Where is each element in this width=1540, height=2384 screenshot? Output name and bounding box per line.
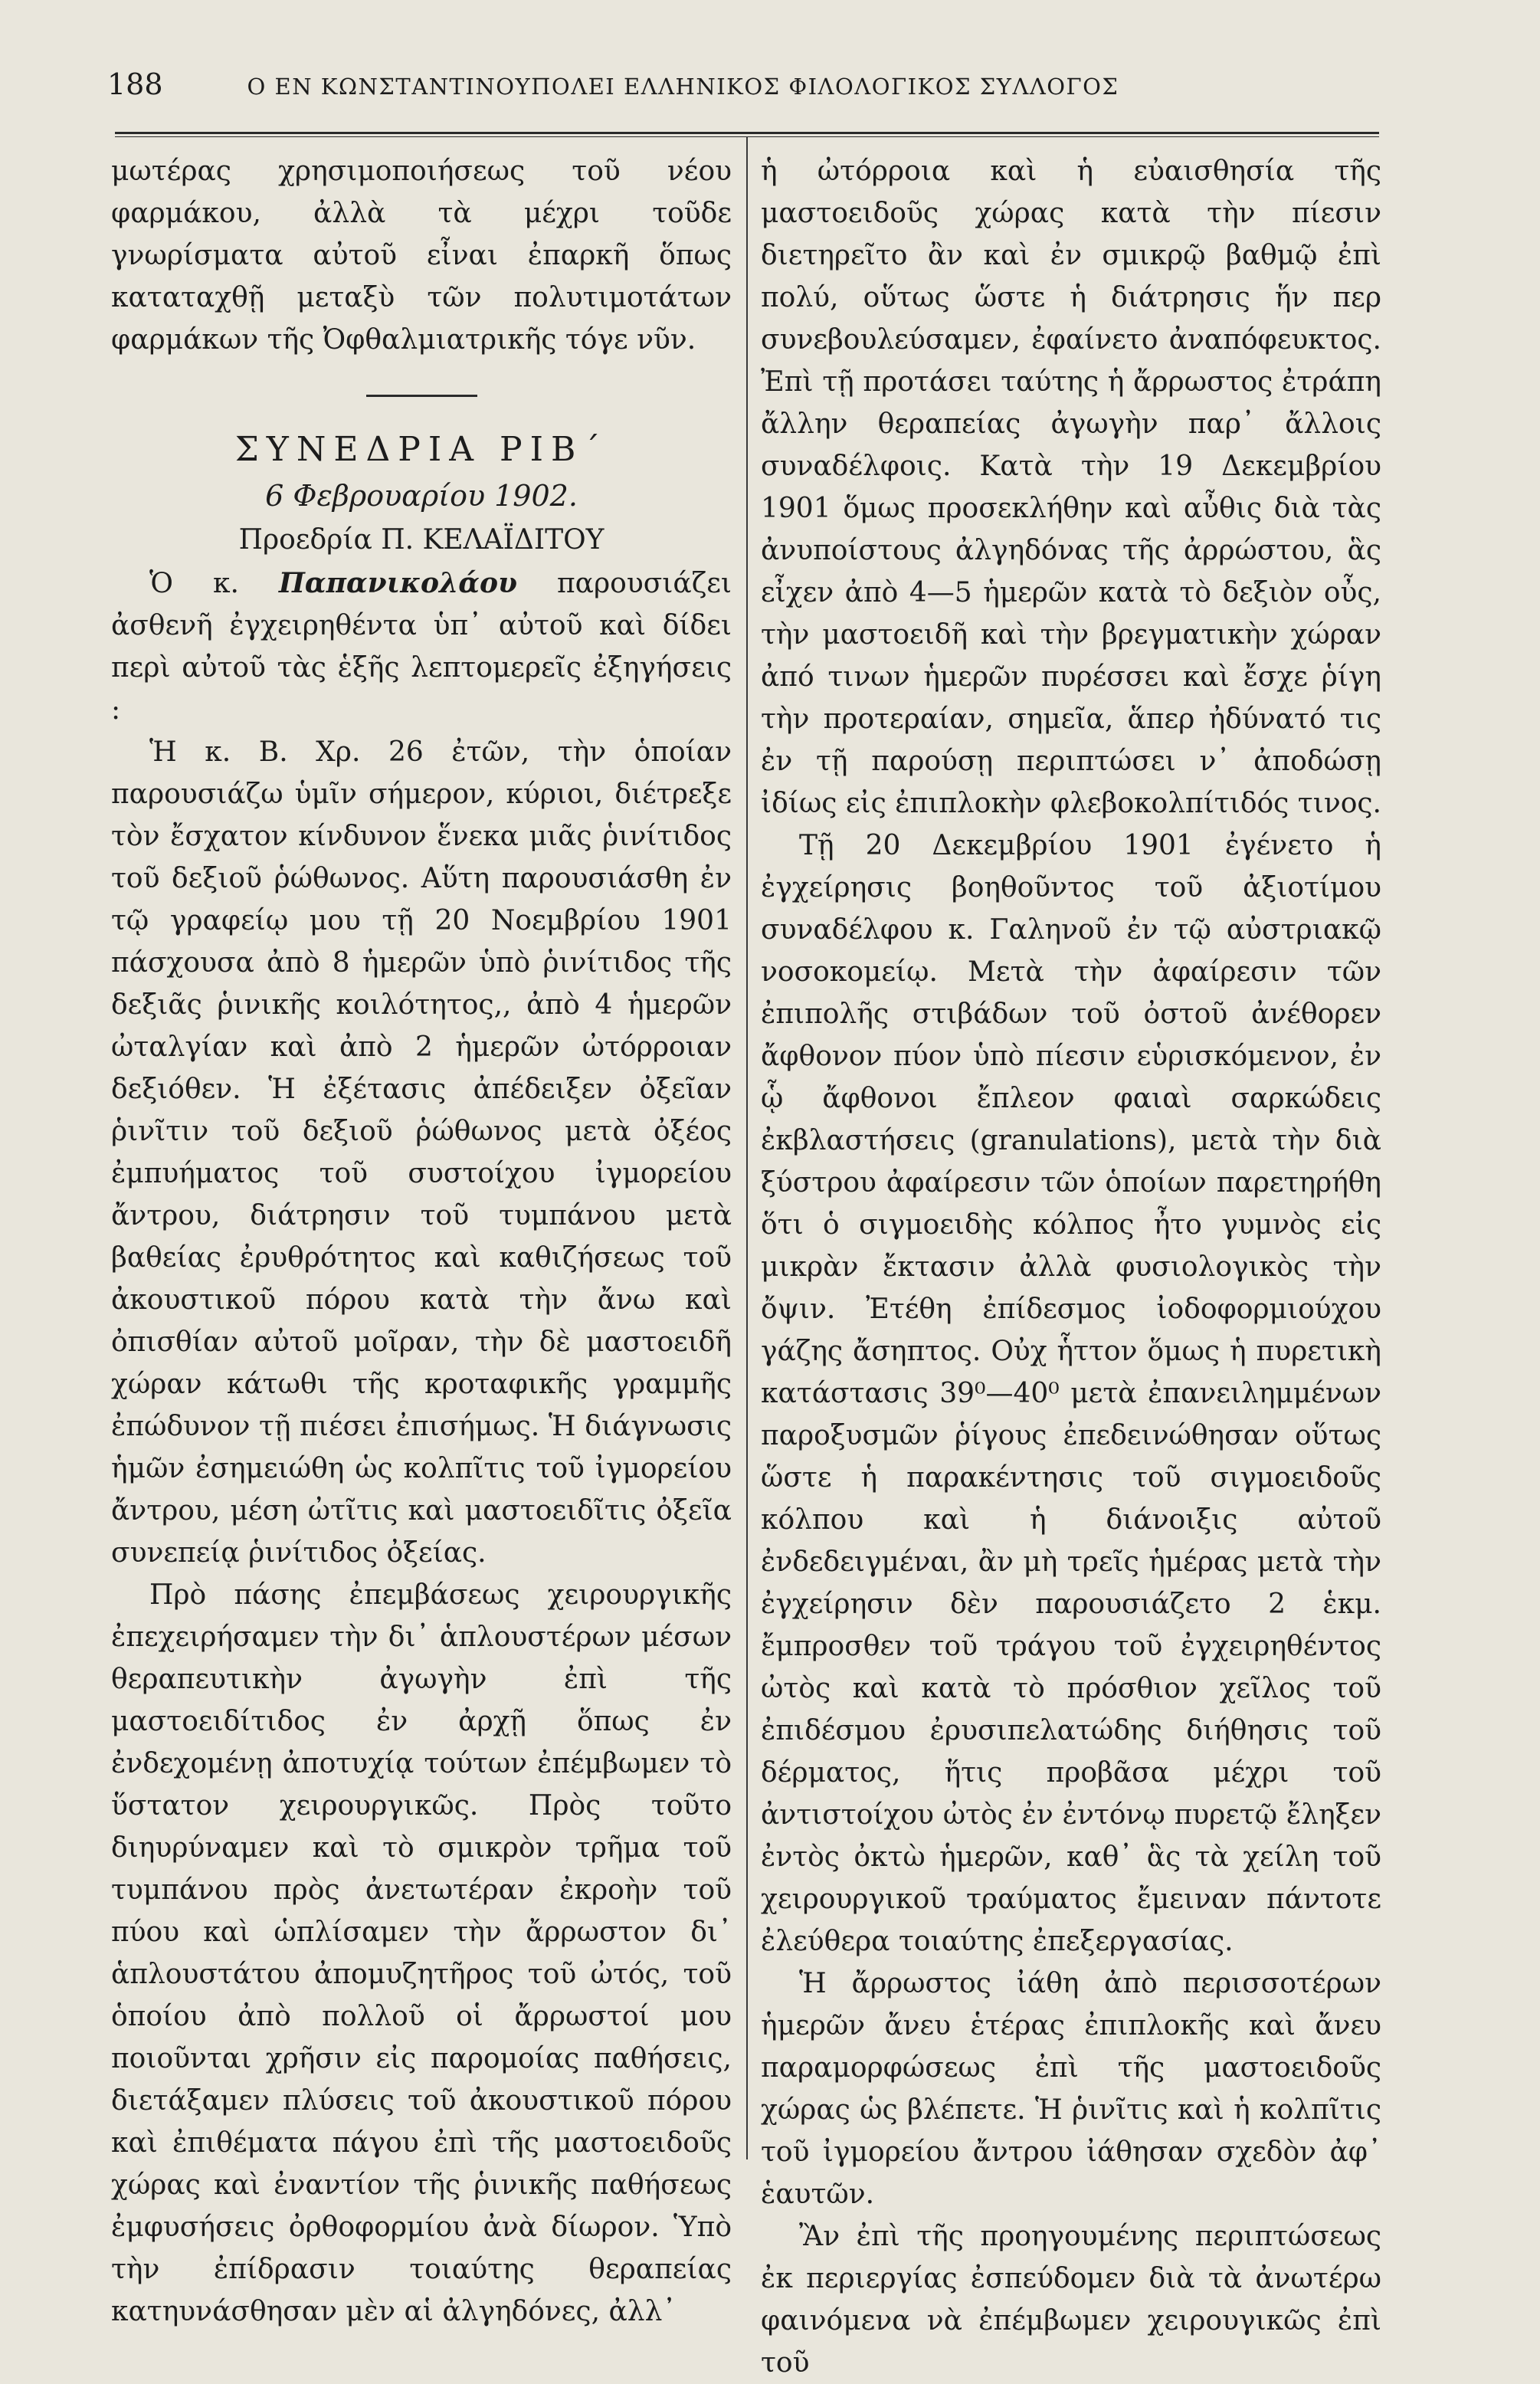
- right-column: [761, 150, 1381, 2384]
- session-title: ΣΥΝΕΔΡΙΑ ΡΙΒ΄: [234, 430, 608, 469]
- paragraph: Ἡ ἄρρωστος ἰάθη ἀπὸ περισσοτέρων ἡμερῶν ἄνευ ἑτέρας ἐπιπλοκῆς καὶ ἄνευ παραμορφώσεως ἐπὶ τῆς μαστοειδοῦς χώρας ὡς βλέπετε. Ἡ ῥινῖτις καὶ ἡ κολπῖτις τοῦ ἰγμορείου ἄντρου ἰάθησαν σχεδὸν ἀφ᾽ ἑαυτῶν.: [761, 1968, 1381, 2210]
- header-rule: [115, 132, 1379, 134]
- running-title: Ο ΕΝ ΚΩΝΣΤΑΝΤΙΝΟΥΠΟΛΕΙ ΕΛΛΗΝΙΚΟΣ ΦΙΛΟΛΟΓΙΚΟΣ ΣΥΛΛΟΓΟΣ: [247, 74, 1119, 100]
- paragraph-prefix: Ὁ κ.: [149, 568, 279, 599]
- paragraph-text: παρουσιάζει ἀσθενῆ ἐγχειρηθέντα ὑπ᾽ αὐτοῦ καὶ δίδει περὶ αὐτοῦ τὰς ἑξῆς λεπτομερεῖς ἐξηγήσεις :: [111, 568, 732, 726]
- left-column: [111, 150, 732, 2333]
- session-date: 6 Φεβρουαρίου 1902.: [265, 479, 578, 513]
- paragraph: μωτέρας χρησιμοποιήσεως τοῦ νέου φαρμάκου, ἀλλὰ τὰ μέχρι τοῦδε γνωρίσματα αὐτοῦ εἶναι ἐπαρκῆ ὅπως καταταχθῇ μεταξὺ τῶν πολυτιμοτάτων φαρμάκων τῆς Ὀφθαλμιατρικῆς τόγε νῦν.: [111, 156, 732, 356]
- paragraph: [111, 562, 732, 731]
- page-number: 188: [107, 67, 163, 101]
- paragraph: Ἡ κ. Β. Χρ. 26 ἐτῶν, τὴν ὁποίαν παρουσιάζω ὑμῖν σήμερον, κύριοι, διέτρεξε τὸν ἔσχατον κίνδυνον ἕνεκα μιᾶς ῥινίτιδος τοῦ δεξιοῦ ῥώθωνος. Αὕτη παρουσιάσθη ἐν τῷ γραφείῳ μου τῇ 20 Νοεμβρίου 1901 πάσχουσα ἀπὸ 8 ἡμερῶν ὑπὸ ῥινίτιδος τῆς δεξιᾶς ῥινικῆς κοιλότητος,, ἀπὸ 4 ἡμερῶν ὠταλγίαν καὶ ἀπὸ 2 ἡμερῶν ὠτόρροιαν δεξιόθεν. Ἡ ἐξέτασις ἀπέδειξεν ὀξεῖαν ῥινῖτιν τοῦ δεξιοῦ ῥώθωνος μετὰ ὀξέος ἐμπυήματος τοῦ συστοίχου ἰγμορείου ἄντρου, διάτρησιν τοῦ τυμπάνου μετὰ βαθείας ἐρυθρότητος καὶ καθιζήσεως τοῦ ἀκουστικοῦ πόρου κατὰ τὴν ἄνω καὶ ὀπισθίαν αὐτοῦ μοῖραν, τὴν δὲ μαστοειδῆ χώραν κάτωθι τῆς κροταφικῆς γραμμῆς ἐπώδυνον τῇ πιέσει ἐπισήμως. Ἡ διάγνωσις ἡμῶν ἐσημειώθη ὡς κολπῖτις τοῦ ἰγμορείου ἄντρου, μέση ὠτῖτις καὶ μαστοειδῖτις ὀξεῖα συνεπείᾳ ῥινίτιδος ὀξείας.: [111, 736, 732, 1569]
- speaker-name: Παπανικολάου: [278, 567, 518, 599]
- paragraph: Ἂν ἐπὶ τῆς προηγουμένης περιπτώσεως ἐκ περιεργίας ἐσπεύδομεν διὰ τὰ ἀνωτέρω φαινόμενα νὰ ἐπέμβωμεν χειρουγικῶς ἐπὶ τοῦ: [761, 2221, 1381, 2379]
- column-divider: [746, 136, 748, 2159]
- section-separator: [366, 395, 477, 397]
- paragraph: ἡ ὠτόρροια καὶ ἡ εὐαισθησία τῆς μαστοειδοῦς χώρας κατὰ τὴν πίεσιν διετηρεῖτο ἂν καὶ ἐν σμικρῷ βαθμῷ ἐπὶ πολύ, οὕτως ὥστε ἡ διάτρησις ἥν περ συνεβουλεύσαμεν, ἐφαίνετο ἀναπόφευκτος. Ἐπὶ τῇ προτάσει ταύτης ἡ ἄρρωστος ἐτράπη ἄλλην θεραπείας ἀγωγὴν παρ᾽ ἄλλοις συναδέλφοις. Κατὰ τὴν 19 Δεκεμβρίου 1901 ὅμως προσεκλήθην καὶ αὖθις διὰ τὰς ἀνυποίστους ἀλγηδόνας τῆς ἀρρώστου, ἃς εἶχεν ἀπὸ 4—5 ἡμερῶν κατὰ τὸ δεξιὸν οὖς, τὴν μαστοειδῆ καὶ τὴν βρεγματικὴν χώραν ἀπό τινων ἡμερῶν πυρέσσει καὶ ἔσχε ῥίγη τὴν προτεραίαν, σημεῖα, ἅπερ ἠδύνατό τις ἐν τῇ παρούσῃ περιπτώσει ν᾽ ἀποδώσῃ ἰδίως εἰς ἐπιπλοκὴν φλεβοκολπίτιδός τινος.: [761, 156, 1381, 819]
- paragraph: Πρὸ πάσης ἐπεμβάσεως χειρουργικῆς ἐπεχειρήσαμεν τὴν δι᾽ ἁπλουστέρων μέσων θεραπευτικὴν ἀγωγὴν ἐπὶ τῆς μαστοειδίτιδος ἐν ἀρχῇ ὅπως ἐν ἐνδεχομένῃ ἀποτυχίᾳ τούτων ἐπέμβωμεν τὸ ὕστατον χειρουργικῶς. Πρὸς τοῦτο διηυρύναμεν καὶ τὸ σμικρὸν τρῆμα τοῦ τυμπάνου πρὸς ἀνετωτέραν ἐκροὴν τοῦ πύου καὶ ὡπλίσαμεν τὴν ἄρρωστον δι᾽ ἁπλουστάτου ἀπομυζητῆρος τοῦ ὠτός, τοῦ ὁποίου ἀπὸ πολλοῦ οἱ ἄρρωστοί μου ποιοῦνται χρῆσιν εἰς παρομοίας παθήσεις, διετάξαμεν πλύσεις τοῦ ἀκουστικοῦ πόρου καὶ ἐπιθέματα πάγου ἐπὶ τῆς μαστοειδοῦς χώρας καὶ ἐναντίον τῆς ῥινικῆς παθήσεως ἐμφυσήσεις ὀρθοφορμίου ἀνὰ δίωρον. Ὑπὸ τὴν ἐπίδρασιν τοιαύτης θεραπείας κατηυνάσθησαν μὲν αἱ ἀλγηδόνες, ἀλλ᾽: [111, 1579, 732, 2327]
- paragraph: Τῇ 20 Δεκεμβρίου 1901 ἐγένετο ἡ ἐγχείρησις βοηθοῦντος τοῦ ἀξιοτίμου συναδέλφου κ. Γαληνοῦ ἐν τῷ αὐστριακῷ νοσοκομείῳ. Μετὰ τὴν ἀφαίρεσιν τῶν ἐπιπολῆς στιβάδων τοῦ ὀστοῦ ἀνέθορεν ἄφθονον πύον ὑπὸ πίεσιν εὑρισκόμενον, ἐν ᾧ ἄφθονοι ἔπλεον φαιαὶ σαρκώδεις ἐκβλαστήσεις (granulations), μετὰ τὴν διὰ ξύστρου ἀφαίρεσιν τῶν ὁποίων παρετηρήθη ὅτι ὁ σιγμοειδὴς κόλπος ἦτο γυμνὸς εἰς μικρὰν ἔκτασιν ἀλλὰ φυσιολογικὸς τὴν ὄψιν. Ἐτέθη ἐπίδεσμος ἰοδοφορμιούχου γάζης ἄσηπτος. Οὐχ ἧττον ὅμως ἡ πυρετικὴ κατάστασις 39⁰—40⁰ μετὰ ἐπανειλημμένων παροξυσμῶν ῥίγους ἐπεδεινώθησαν οὕτως ὥστε ἡ παρακέντησις τοῦ σιγμοειδοῦς κόλπου καὶ ἡ διάνοιξις αὐτοῦ ἐνδεδειγμέναι, ἂν μὴ τρεῖς ἡμέρας μετὰ τὴν ἐγχείρησιν δὲν παρουσιάζετο 2 ἑκμ. ἔμπροσθεν τοῦ τράγου τοῦ ἐγχειρηθέντος ὠτὸς καὶ κατὰ τὸ πρόσθιον χεῖλος τοῦ ἐπιδέσμου ἐρυσιπελατώδης διήθησις τοῦ δέρματος, ἥτις προβᾶσα μέχρι τοῦ ἀντιστοίχου ὠτὸς ἐν ἐντόνῳ πυρετῷ ἔληξεν ἐντὸς ὀκτὼ ἡμερῶν, καθ᾽ ἃς τὰ χείλη τοῦ χειρουργικοῦ τραύματος ἔμειναν πάντοτε ἐλεύθερα τοιαύτης ἐπεξεργασίας.: [761, 830, 1381, 1957]
- running-header: [107, 67, 1379, 121]
- session-chair: Προεδρία Π. ΚΕΛΑΪΔΙΤΟΥ: [238, 524, 605, 556]
